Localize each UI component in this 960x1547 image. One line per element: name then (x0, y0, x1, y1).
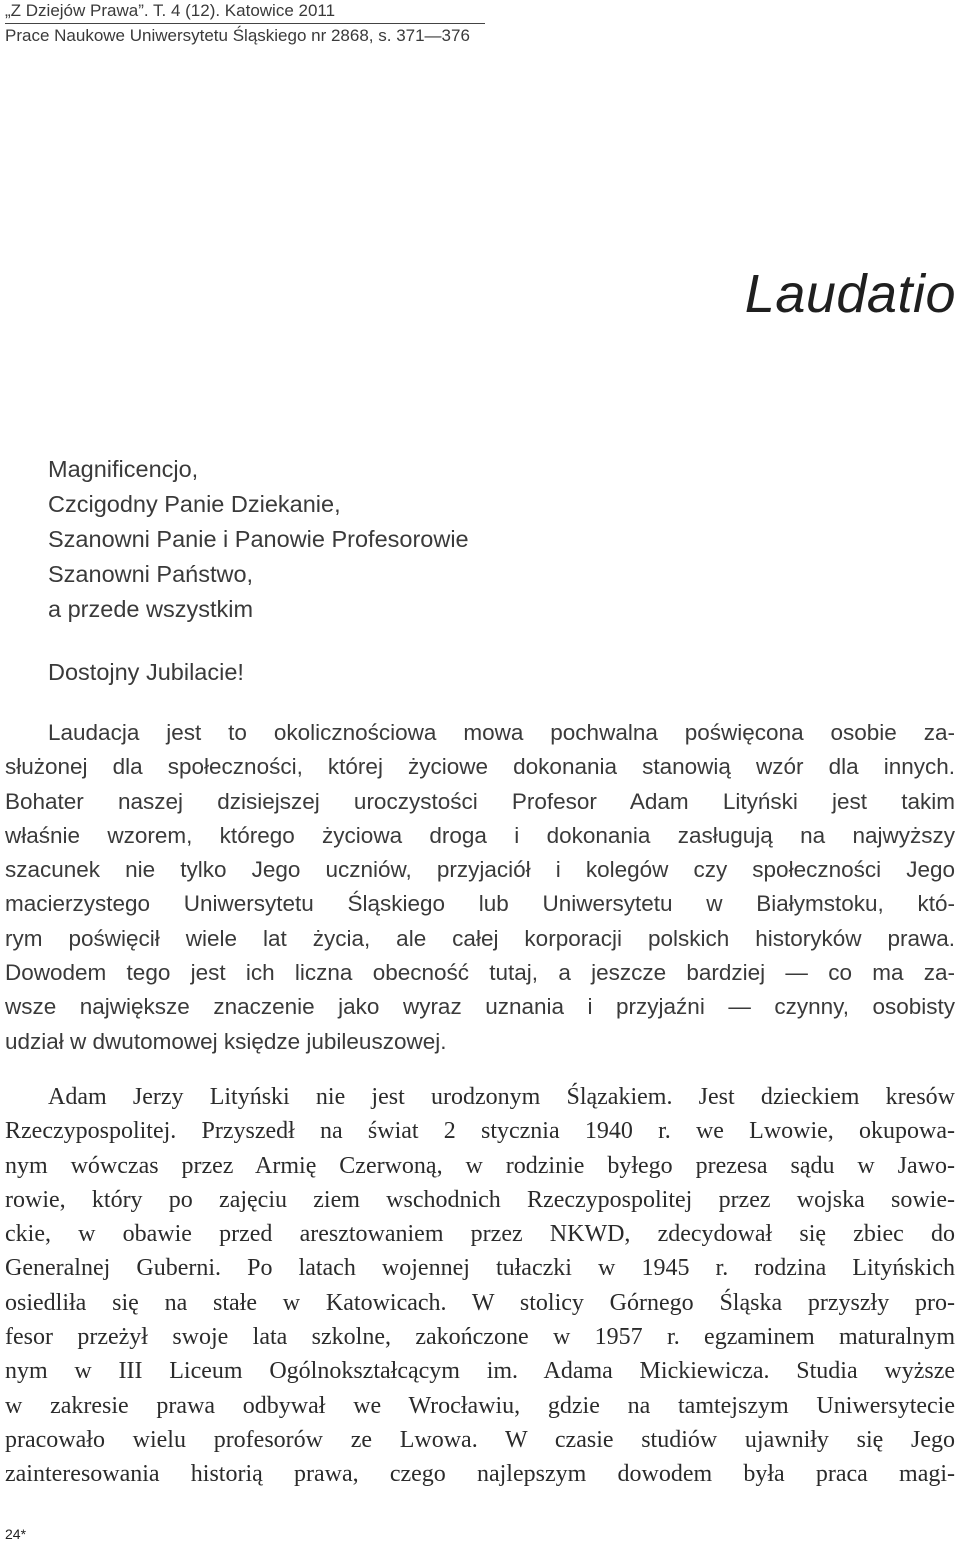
text-line: osiedliła się na stałe w Katowicach. W stolicy Górnego Śląska przyszły pro- (5, 1289, 955, 1316)
text-line: służonej dla społeczności, której życiowe dokonania stanowią wzór dla innych. (5, 754, 955, 780)
salutation-line: Szanowni Panie i Panowie Profesorowie (48, 526, 469, 552)
text-line: fesor przeżył swoje lata szkolne, zakończone w 1957 r. egzaminem maturalnym (5, 1324, 955, 1351)
page-number: 24* (5, 1526, 27, 1542)
paragraph-1 (5, 716, 955, 1059)
paragraph-gap (5, 1059, 955, 1080)
text-line: nym w III Liceum Ogólnokształcącym im. Adama Mickiewicza. Studia wyższe (5, 1358, 955, 1385)
text-line: Dowodem tego jest ich liczna obecność tutaj, a jeszcze bardziej — co ma za- (5, 960, 955, 986)
text-line: właśnie wzorem, którego życiowa droga i dokonania zasługują na najwyższy (5, 822, 955, 848)
salutation-line: Szanowni Państwo, (48, 561, 254, 587)
series-citation: Prace Naukowe Uniwersytetu Śląskiego nr 2868, s. 371—376 (5, 26, 470, 45)
salutation-line: Magnificencjo, (48, 456, 199, 482)
text-line: pracowało wielu profesorów ze Lwowa. W czasie studiów ujawniły się Jego (5, 1426, 955, 1453)
article-title: Laudatio (744, 264, 956, 324)
salutation-closing: Dostojny Jubilacie! (48, 659, 244, 685)
text-line: ckie, w obawie przed aresztowaniem przez NKWD, zdecydował się zbiec do (5, 1221, 955, 1248)
body-text (5, 716, 955, 1492)
text-line: Generalnej Guberni. Po latach wojennej tułaczki w 1945 r. rodzina Lityńskich (5, 1255, 955, 1282)
text-line: w zakresie prawa odbywał we Wrocławiu, gdzie na tamtejszym Uniwersytecie (5, 1392, 955, 1419)
text-line: Bohater naszej dzisiejszej uroczystości Profesor Adam Lityński jest takim (5, 788, 955, 814)
header-rule (5, 23, 485, 24)
journal-citation: „Z Dziejów Prawa”. T. 4 (12). Katowice 2011 (5, 1, 336, 20)
text-line: zainteresowania historią prawa, czego najlepszym dowodem była praca magi- (5, 1461, 955, 1488)
text-line: Laudacja jest to okolicznościowa mowa pochwalna poświęcona osobie za- (48, 720, 955, 745)
text-line: szacunek nie tylko Jego uczniów, przyjaciół i kolegów czy społeczności Jego (5, 857, 955, 883)
text-line: Adam Jerzy Lityński nie jest urodzonym Ślązakiem. Jest dzieckiem kresów (48, 1083, 955, 1110)
salutation-line: a przede wszystkim (48, 596, 254, 622)
paragraph-2 (5, 1080, 955, 1492)
text-line: rowie, który po zajęciu ziem wschodnich Rzeczypospolitej przez wojska sowie- (5, 1186, 955, 1213)
text-line: rym poświęcił wiele lat życia, ale całej korporacji polskich historyków prawa. (5, 925, 955, 951)
text-line: Rzeczypospolitej. Przyszedł na świat 2 stycznia 1940 r. we Lwowie, okupowa- (5, 1118, 955, 1145)
salutation-line: Czcigodny Panie Dziekanie, (48, 491, 341, 517)
salutation-gap (48, 627, 469, 655)
text-line: nym wówczas przez Armię Czerwoną, w rodzinie byłego prezesa sądu w Jawo- (5, 1152, 955, 1179)
salutation-block (48, 452, 469, 690)
text-line: macierzystego Uniwersytetu Śląskiego lub Uniwersytetu w Białymstoku, któ- (5, 891, 955, 917)
text-line: udział w dwutomowej księdze jubileuszowej. (5, 1028, 447, 1054)
running-head (5, 0, 485, 47)
text-line: wsze największe znaczenie jako wyraz uznania i przyjaźni — czynny, osobisty (5, 994, 955, 1020)
